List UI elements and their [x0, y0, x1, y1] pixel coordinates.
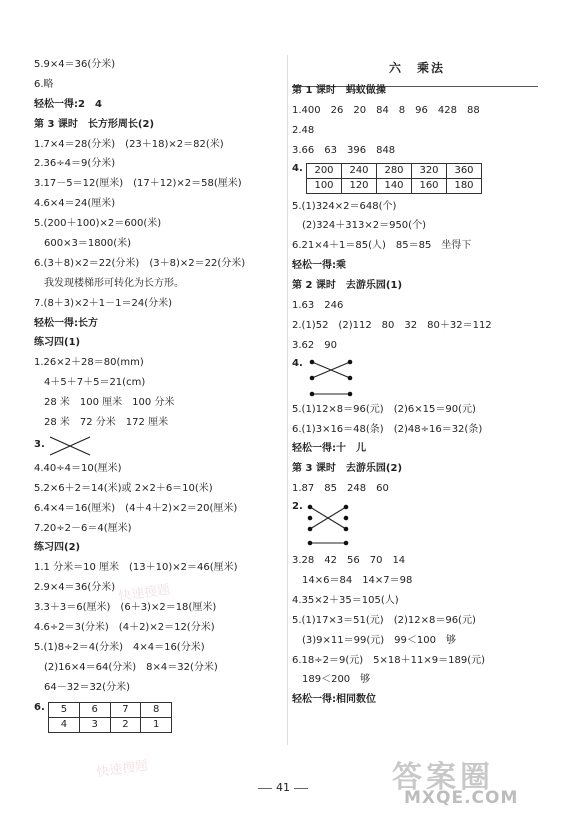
table-cell: 320: [412, 163, 447, 178]
answer-line: 1.26×2＋28＝80(mm): [34, 357, 144, 369]
watermark-logo-text: 答案圈: [392, 760, 494, 795]
table-cell: 200: [307, 163, 342, 178]
number-table: [48, 702, 172, 733]
answer-line: 2.9×4＝36(分米): [34, 582, 116, 594]
table-cell: 160: [412, 178, 447, 193]
section-heading: 第 3 课时 长方形周长(2): [34, 118, 155, 130]
table-cell: 280: [377, 163, 412, 178]
section-heading: 第 3 课时 去游乐园(2): [292, 463, 403, 475]
watermark-logo: [392, 752, 554, 808]
table-cell: 5: [49, 702, 80, 717]
answer-line: 1.63 246: [292, 300, 344, 312]
bonus-line: 轻松一得:乘: [292, 260, 346, 272]
section-heading: 第 2 课时 去游乐园(1): [292, 280, 403, 292]
answer-line: 4.35×2＋35＝105(人): [292, 594, 399, 606]
answer-line: 189＜200 够: [302, 674, 371, 686]
bonus-line: 轻松一得:2 4: [34, 98, 102, 110]
answer-line: (2)324＋313×2＝950(个): [302, 220, 426, 232]
answer-line: 1.1 分米＝10 厘米 (13＋10)×2＝46(厘米): [34, 562, 238, 574]
table-cell: 2: [110, 717, 141, 732]
answer-line: 28 米 72 分米 172 厘米: [44, 417, 169, 429]
cross-lines-diagram: [46, 433, 106, 459]
bonus-line: 轻松一得:长方: [34, 317, 98, 329]
answer-line: 6.21×4＋1＝85(人) 85＝85 坐得下: [292, 240, 472, 252]
table-cell: 240: [342, 163, 377, 178]
table-row: [49, 717, 172, 732]
watermark-stamp: 快速搜题: [117, 582, 172, 605]
matching-diagram-2: [292, 499, 542, 551]
table-cell: 180: [447, 178, 482, 193]
table-cell: 6: [79, 702, 110, 717]
answer-line: 6.(3＋8)×2＝22(分米) (3＋8)×2＝22(分米): [34, 257, 246, 269]
table-label: 4.: [292, 162, 303, 174]
table-cell: 4: [49, 717, 80, 732]
answer-line: 1.400 26 20 84 8 96 428 88: [292, 104, 480, 116]
diagram-label: 3.: [34, 438, 45, 450]
answer-line: 3.62 90: [292, 339, 337, 351]
table-label: 6.: [34, 701, 45, 713]
dot-matching-diagram: [302, 499, 372, 551]
table-row: [307, 163, 482, 178]
answer-line: 4.40÷4＝10(厘米): [34, 462, 122, 474]
answer-line: 2.(1)52 (2)112 80 32 80＋32＝112: [292, 319, 492, 331]
answer-line: 5.(1)17×3＝51(元) (2)12×8＝96(元): [292, 614, 476, 626]
watermark-stamp: 快速搜题: [95, 758, 150, 781]
page-number-text: 41: [276, 781, 290, 794]
section-heading: 练习四(1): [34, 337, 81, 349]
bonus-line: 轻松一得:相同数位: [292, 694, 376, 706]
table-row: [307, 178, 482, 193]
answer-table-4: [292, 163, 542, 197]
answer-line: 28 米 100 厘米 100 分米: [44, 397, 175, 409]
answer-line: 4＋5＋7＋5＝21(cm): [44, 377, 146, 389]
answer-line: 14×6＝84 14×7＝98: [302, 575, 413, 587]
answer-line: 6.18÷2＝9(元) 5×18＋11×9＝189(元): [292, 654, 485, 666]
table-cell: 1: [141, 717, 172, 732]
answer-line: 1.7×4＝28(分米) (23＋18)×2＝82(米): [34, 138, 224, 150]
bonus-line: 轻松一得:十 儿: [292, 443, 366, 455]
table-cell: 140: [377, 178, 412, 193]
table-row: [49, 702, 172, 717]
table-cell: 120: [342, 178, 377, 193]
answer-line: 5.(1)12×8＝96(元) (2)6×15＝90(元): [292, 403, 476, 415]
answer-line: 3.17－5＝12(厘米) (17＋12)×2＝58(厘米): [34, 178, 242, 190]
table-cell: 7: [110, 702, 141, 717]
number-table: [306, 163, 482, 194]
answer-line: 4.6÷2＝3(分米) (4＋2)×2＝12(分米): [34, 622, 215, 634]
diagram-label: 4.: [292, 357, 303, 369]
answer-line: 3.66 63 396 848: [292, 144, 396, 156]
answer-line: (3)9×11＝99(元) 99＜100 够: [302, 634, 456, 646]
table-cell: 360: [447, 163, 482, 178]
answer-line: 6.略: [34, 78, 54, 90]
left-column: [34, 55, 284, 736]
answer-table-6: [34, 702, 284, 736]
answer-line: 2.36÷4＝9(分米): [34, 158, 116, 170]
section-heading: 练习四(2): [34, 542, 81, 554]
answer-line: 3.3＋3＝6(厘米) (6＋3)×2＝18(厘米): [34, 602, 217, 614]
matching-diagram-3: [34, 433, 284, 459]
answer-line: 5.(1)324×2＝648(个): [292, 200, 397, 212]
answer-line: 7.20÷2－6＝4(厘米): [34, 522, 132, 534]
answer-line: 4.6×4＝24(厘米): [34, 198, 116, 210]
answer-line: 6.(1)3×16＝48(条) (2)48÷16＝32(条): [292, 423, 483, 435]
answer-line: 5.(200＋100)×2＝600(米): [34, 218, 162, 230]
answer-line: 64－32＝32(分米): [44, 681, 130, 693]
table-cell: 100: [307, 178, 342, 193]
answer-line: 1.87 85 248 60: [292, 483, 389, 495]
column-divider: [287, 55, 288, 745]
matching-diagram-4: [292, 356, 542, 400]
answer-line: 我发现楼梯形可转化为长方形。: [44, 277, 184, 289]
answer-line: 5.9×4＝36(分米): [34, 59, 116, 70]
answer-line: 6.4×4＝16(厘米) (4＋4＋2)×2＝20(厘米): [34, 502, 238, 514]
answer-line: 5.2×6＋2＝14(米)或 2×2＋6＝10(米): [34, 482, 213, 494]
dot-matching-diagram: [306, 356, 376, 400]
answer-line: 3.28 42 56 70 14: [292, 555, 406, 567]
answer-line: 5.(1)8÷2＝4(分米) 4×4＝16(分米): [34, 641, 205, 653]
answer-line: 2.48: [292, 124, 315, 136]
right-column: [292, 55, 542, 710]
diagram-label: 2.: [292, 501, 303, 513]
answer-line: 600×3＝1800(米): [44, 238, 132, 250]
watermark-url: MXQE.COM: [404, 788, 519, 808]
answer-line: 7.(8＋3)×2＋1－1＝24(分米): [34, 297, 173, 309]
table-cell: 3: [79, 717, 110, 732]
answer-line: (2)16×4＝64(分米) 8×4＝32(分米): [44, 661, 218, 673]
section-heading: 第 1 课时 蚂蚁做操: [292, 85, 386, 96]
table-cell: 8: [141, 702, 172, 717]
unit-title: 六 乘法: [388, 61, 445, 75]
